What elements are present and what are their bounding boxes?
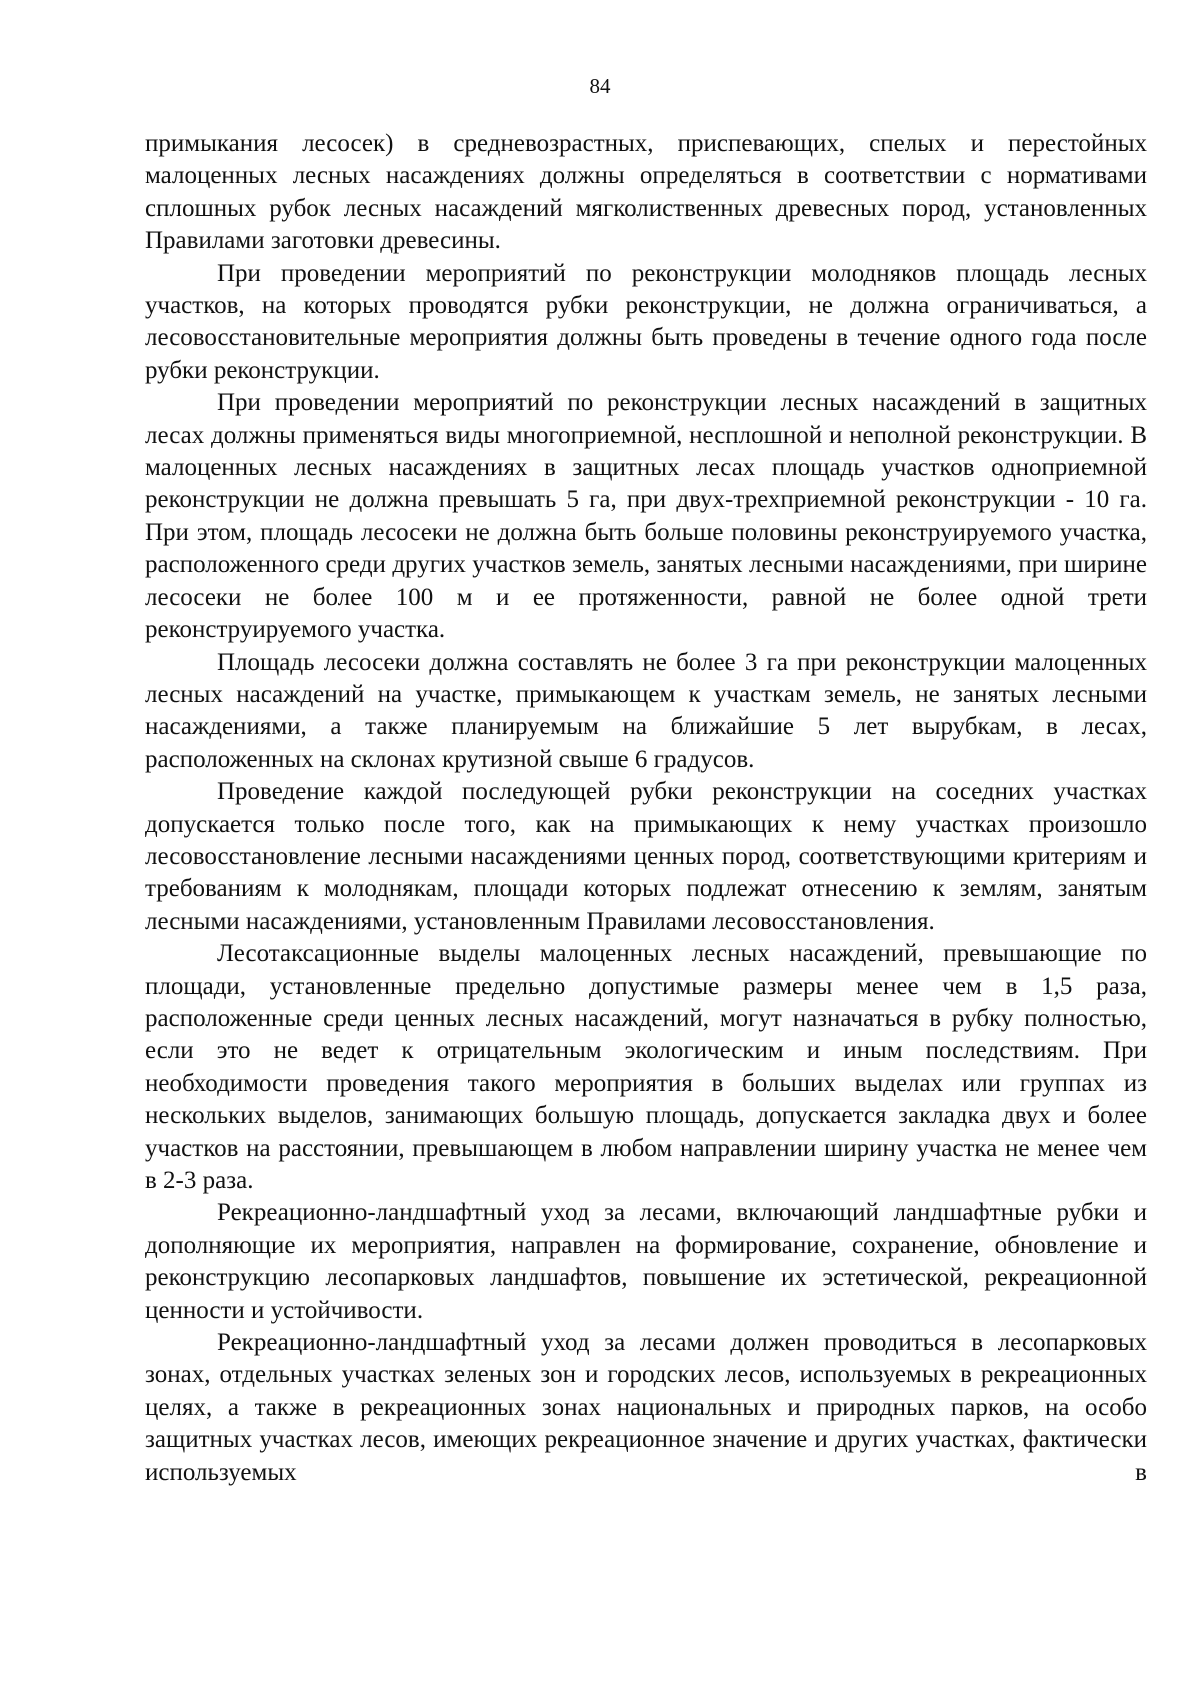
paragraph-protective-forests-reconstruction: При проведении мероприятий по реконструкции лесных насаждений в защитных лесах должны применяться виды многоприемной, несплошной и неполной реконструкции. В малоценных лесных насаждениях в защитных лесах площадь участков одноприемной реконструкции не должна превышать 5 га, при двух-трехприемной реконструкции - 10 га. При этом, площадь лесосеки не должна быть больше половины реконструируемого участка, расположенного среди других участков земель, занятых лесными насаждениями, при ширине лесосеки не более 100 м и ее протяженности, равной не более одной трети реконструируемого участка. — [145, 389, 1147, 644]
paragraph-continuation: примыкания лесосек) в средневозрастных, приспевающих, спелых и перестойных малоценных лесных насаждениях должны определяться в соответствии с нормативами сплошных рубок лесных насаждений мягколиственных древесных пород, установленных Правилами заготовки древесины. — [145, 130, 1147, 255]
paragraph-cutting-area-limit: Площадь лесосеки должна составлять не более 3 га при реконструкции малоценных лесных насаждений на участке, примыкающем к участкам земель, не занятых лесными насаждениями, а также планируемым на ближайшие 5 лет вырубкам, в лесах, расположенных на склонах крутизной свыше 6 градусов. — [145, 648, 1147, 773]
paragraph-young-stands-reconstruction: При проведении мероприятий по реконструкции молодняков площадь лесных участков, на которых проводятся рубки реконструкции, не должна ограничиваться, а лесовосстановительные мероприятия должны быть проведены в течение одного года после рубки реконструкции. — [145, 259, 1147, 384]
paragraph-recreational-care-locations: Рекреационно-ландшафтный уход за лесами должен проводиться в лесопарковых зонах, отдельных участках зеленых зон и городских лесов, используемых в рекреационных целях, а также в рекреационных зонах национальных и природных парков, на особо защитных участках лесов, имеющих рекреационное значение и других участках, фактически используемых в — [145, 1329, 1147, 1486]
page-number: 84 — [589, 74, 611, 98]
body-text — [145, 128, 1147, 1489]
paragraph-recreational-care-purpose: Рекреационно-ландшафтный уход за лесами, включающий ландшафтные рубки и дополняющие их мероприятия, направлен на формирование, сохранение, обновление и реконструкцию лесопарковых ландшафтов, повышение их эстетической, рекреационной ценности и устойчивости. — [145, 1199, 1147, 1324]
paragraph-taxation-units: Лесотаксационные выделы малоценных лесных насаждений, превышающие по площади, установленные предельно допустимые размеры менее чем в 1,5 раза, расположенные среди ценных лесных насаждений, могут назначаться в рубку полностью, если это не ведет к отрицательным экологическим и иным последствиям. При необходимости проведения такого мероприятия в больших выделах или группах из нескольких выделов, занимающих большую площадь, допускается закладка двух и более участков на расстоянии, превышающем в любом направлении ширину участка не менее чем в 2-3 раза. — [145, 940, 1147, 1194]
paragraph-subsequent-cutting: Проведение каждой последующей рубки реконструкции на соседних участках допускается только после того, как на примыкающих к нему участках произошло лесовосстановление лесными насаждениями ценных пород, соответствующими критериям и требованиям к молоднякам, площади которых подлежат отнесению к землям, занятым лесными насаждениями, установленным Правилами лесовосстановления. — [145, 778, 1147, 935]
